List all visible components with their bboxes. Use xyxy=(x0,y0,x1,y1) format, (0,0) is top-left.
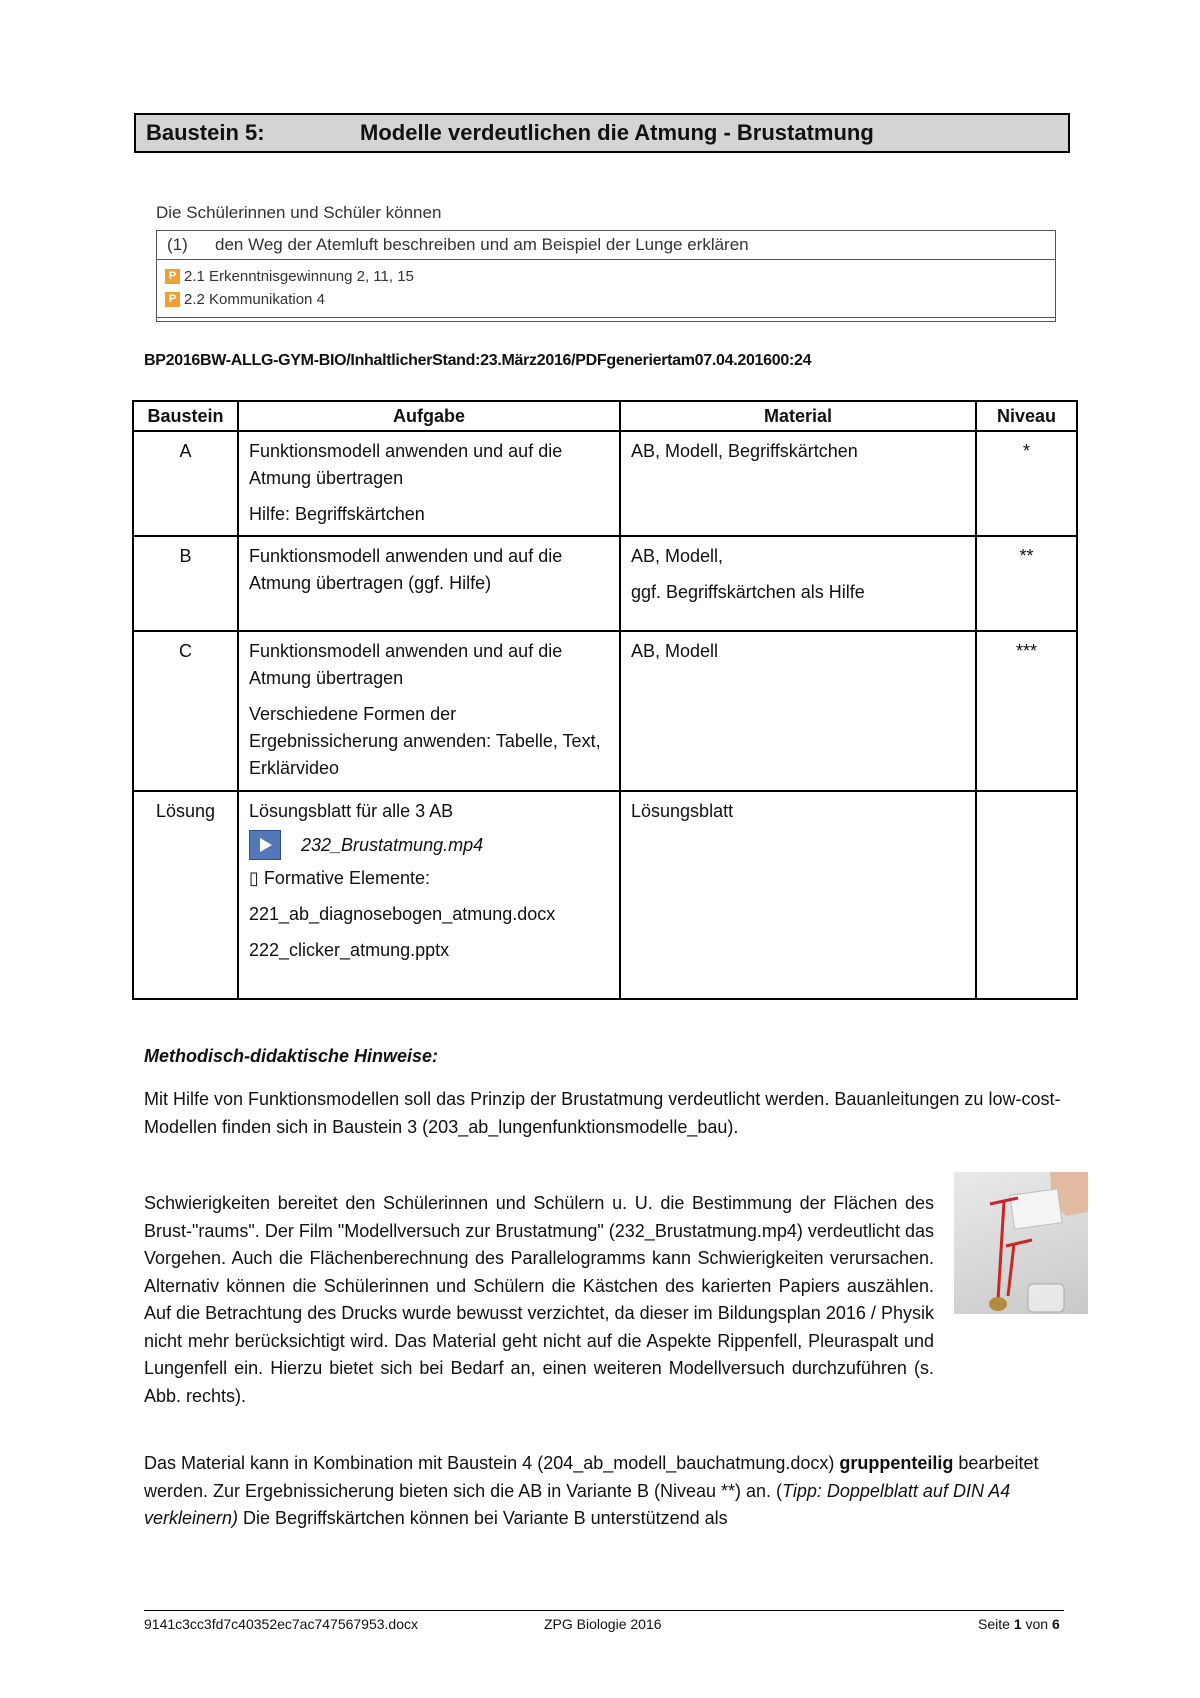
formative-line xyxy=(249,865,609,892)
cell-niveau: * xyxy=(976,431,1077,536)
header-baustein: Baustein xyxy=(133,401,238,431)
lehrplan-intro: Die Schülerinnen und Schüler können xyxy=(156,203,442,222)
meta-line: BP2016BW-ALLG-GYM-BIO/InhaltlicherStand:23.März2016/PDFgeneriertam07.04.201600:24 xyxy=(144,352,812,369)
formative-marker: ▯ xyxy=(249,868,259,888)
footer-filename: 9141c3cc3fd7c40352ec7ac747567953.docx xyxy=(144,1616,419,1632)
cell-aufgabe xyxy=(238,631,620,791)
table-row xyxy=(133,536,1077,631)
material-hilfe: ggf. Begriffskärtchen als Hilfe xyxy=(631,582,865,602)
aufgabe-ergebnissicherung: Verschiedene Formen der Ergebnissicherung anwenden: Tabelle, Text, Erklärvideo xyxy=(249,704,601,778)
aufgabe-text: Lösungsblatt für alle 3 AB xyxy=(249,801,454,821)
cell-niveau xyxy=(976,791,1077,999)
lehrplan-box xyxy=(156,230,1056,322)
page-prefix: Seite xyxy=(978,1616,1014,1632)
aufgabe-text: Funktionsmodell anwenden und auf die Atmung übertragen xyxy=(249,641,563,688)
material-text: AB, Modell, Begriffskärtchen xyxy=(631,441,858,461)
p3-text-a: Das Material kann in Kombination mit Baustein 4 (204_ab_modell_bauchatmung.docx) xyxy=(144,1453,840,1473)
title-box xyxy=(134,113,1070,153)
table-header-row xyxy=(133,401,1077,431)
table-row xyxy=(133,431,1077,536)
cell-baustein: C xyxy=(133,631,238,791)
lehrplan-item-number: (1) xyxy=(167,235,188,254)
p3-bold: gruppenteilig xyxy=(839,1453,954,1473)
material-text: Lösungsblatt xyxy=(631,801,734,821)
lehrplan-sub-erkenntnis[interactable] xyxy=(165,265,1055,288)
footer-page-number xyxy=(978,1616,1060,1632)
lehrplan-sub-label: 2.1 Erkenntnisgewinnung 2, 11, 15 xyxy=(184,268,414,285)
page-mid: von xyxy=(1021,1616,1052,1632)
p-badge-icon: P xyxy=(165,269,180,284)
cell-baustein: B xyxy=(133,536,238,631)
p3-text-c: Die Begriffskärtchen können bei Variante B unterstützend als xyxy=(238,1508,728,1528)
cell-aufgabe xyxy=(238,791,620,999)
lehrplan-divider xyxy=(157,317,1055,318)
cell-material xyxy=(620,791,976,999)
file-diagnosebogen: 221_ab_diagnosebogen_atmung.docx xyxy=(249,904,556,924)
cell-niveau: ** xyxy=(976,536,1077,631)
hinweise-paragraph-2: Schwierigkeiten bereitet den Schülerinnen und Schülern u. U. die Bestimmung der Flächen des Brust-"raums". Der Film "Modellversuch zur Brustatmung" (232_Brustatmung.mp4) verdeutlicht das Vorgehen. Auch die Flächenberechnung des Parallelogramms kann Schwierigkeiten verursachen. Alternativ können die Schülerinnen und Schülern die Kästchen des karierten Papiers auszählen. Auf die Betrachtung des Drucks wurde bewusst verzichtet, da dieser im Bildungsplan 2016 / Physik nicht mehr berücksichtigt wird. Das Material geht nicht auf die Aspekte Rippenfell, Pleuraspalt und Lungenfell ein. Hierzu bietet sich bei Bedarf an, einen weiteren Modellversuch durchzuführen (s. Abb. rechts). xyxy=(144,1193,934,1406)
model-photo-illustration xyxy=(954,1172,1088,1314)
cell-material xyxy=(620,631,976,791)
formative-label: Formative Elemente: xyxy=(263,868,430,888)
lehrplan-item xyxy=(157,231,1055,260)
footer-title: ZPG Biologie 2016 xyxy=(544,1616,662,1632)
video-file-icon[interactable] xyxy=(249,830,281,860)
p3-text-b: bearbeitet werden. Zur Ergebnissicherung bieten sich die AB in Variante B (Niveau **) an. ( xyxy=(144,1453,1039,1501)
hinweise-paragraph-1: Mit Hilfe von Funktionsmodellen soll das Prinzip der Brustatmung verdeutlicht werden. Bauanleitungen zu low-cost-Modellen finden sich in Baustein 3 (203_ab_lungenfunktionsmodelle_bau). xyxy=(144,1089,1061,1137)
baustein-table xyxy=(132,400,1078,1000)
cell-material xyxy=(620,536,976,631)
cell-material xyxy=(620,431,976,536)
hinweise-paragraph-3 xyxy=(144,1450,1064,1533)
p3-italic-tip: Tipp: Doppelblatt auf DIN A4 verkleinern) xyxy=(144,1480,1011,1528)
lehrplan-item-text: den Weg der Atemluft beschreiben und am Beispiel der Lunge erklären xyxy=(215,235,749,254)
title-text: Modelle verdeutlichen die Atmung - Brustatmung xyxy=(360,120,874,145)
cell-aufgabe xyxy=(238,536,620,631)
lehrplan-sub-kommunikation[interactable] xyxy=(165,288,1055,311)
table-row xyxy=(133,791,1077,999)
page-total: 6 xyxy=(1051,1616,1060,1632)
material-text: AB, Modell, xyxy=(631,546,724,566)
header-niveau: Niveau xyxy=(976,401,1077,431)
footer-divider xyxy=(144,1610,1064,1611)
header-aufgabe: Aufgabe xyxy=(238,401,620,431)
p-badge-icon: P xyxy=(165,292,180,307)
hinweise-heading: Methodisch-didaktische Hinweise: xyxy=(144,1046,439,1066)
file-clicker: 222_clicker_atmung.pptx xyxy=(249,940,450,960)
video-link[interactable] xyxy=(249,825,609,865)
cell-niveau: *** xyxy=(976,631,1077,791)
page-current: 1 xyxy=(1013,1616,1022,1632)
cell-baustein: Lösung xyxy=(133,791,238,999)
title-number: Baustein 5: xyxy=(146,120,265,145)
header-material: Material xyxy=(620,401,976,431)
aufgabe-text: Funktionsmodell anwenden und auf die Atmung übertragen (ggf. Hilfe) xyxy=(249,546,563,593)
cell-aufgabe xyxy=(238,431,620,536)
aufgabe-text: Funktionsmodell anwenden und auf die Atmung übertragen xyxy=(249,441,563,488)
model-experiment-photo xyxy=(954,1172,1088,1314)
cell-baustein: A xyxy=(133,431,238,536)
lehrplan-sub-label: 2.2 Kommunikation 4 xyxy=(184,291,325,308)
aufgabe-hilfe: Hilfe: Begriffskärtchen xyxy=(249,504,425,524)
table-row xyxy=(133,631,1077,791)
video-filename[interactable]: 232_Brustatmung.mp4 xyxy=(301,834,484,855)
material-text: AB, Modell xyxy=(631,641,719,661)
